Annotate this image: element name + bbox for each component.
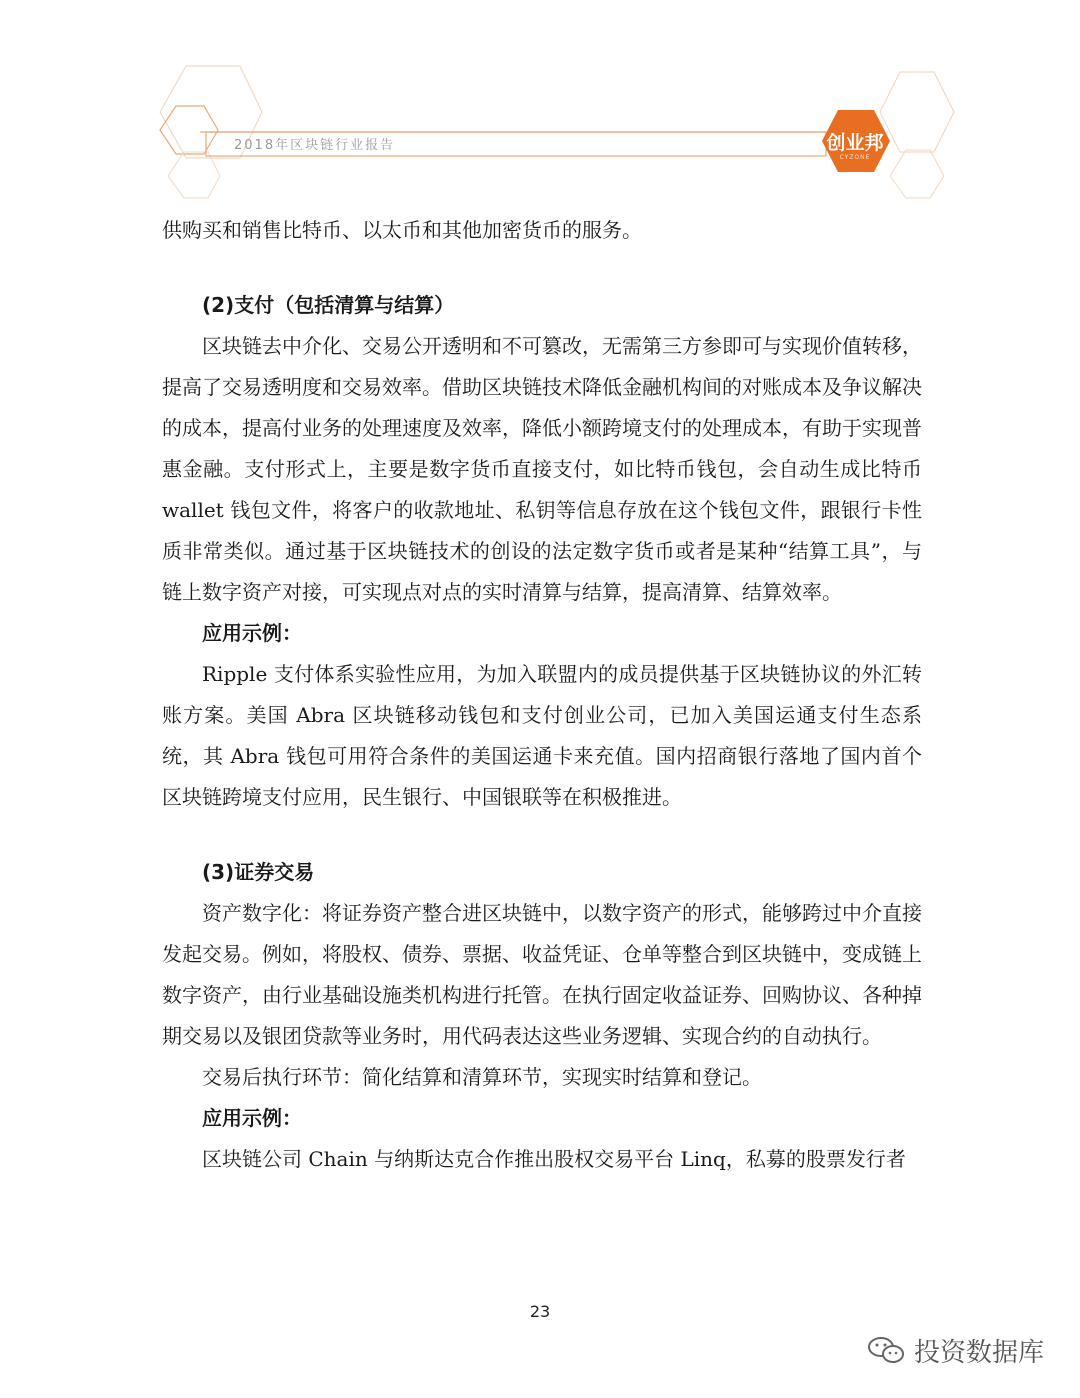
- wechat-icon: [866, 1335, 906, 1365]
- page-content: [162, 210, 922, 1180]
- paragraph-payment: 区块链去中介化、交易公开透明和不可篡改，无需第三方参即可与实现价值转移，提高了交易透明度和交易效率。借助区块链技术降低金融机构间的对账成本及争议解决的成本，提高付业务的处理速度及效率，降低小额跨境支付的处理成本，有助于实现普惠金融。支付形式上，主要是数字货币直接支付，如比特币钱包，会自动生成比特币 wallet 钱包文件，将客户的收款地址、私钥等信息存放在这个钱包文件，跟银行卡性质非常类似。通过基于区块链技术的创设的法定数字货币或者是某种“结算工具”，与链上数字资产对接，可实现点对点的实时清算与结算，提高清算、结算效率。: [162, 334, 922, 604]
- paragraph-payment-examples: Ripple 支付体系实验性应用，为加入联盟内的成员提供基于区块链协议的外汇转账方案。美国 Abra 区块链移动钱包和支付创业公司，已加入美国运通支付生态系统，其 Abra 钱包可用符合条件的美国运通卡来充值。国内招商银行落地了国内首个区块链跨境支付应用，民生银行、中国银联等在积极推进。: [162, 662, 922, 809]
- page-number: 23: [529, 1302, 551, 1321]
- paragraph-continuation: 供购买和销售比特币、以太币和其他加密货币的服务。: [162, 218, 642, 242]
- example-label-payment: 应用示例：: [202, 621, 302, 645]
- header-decoration: [0, 0, 1080, 200]
- logo-text: 创业邦: [826, 132, 884, 154]
- page-header: [0, 0, 1080, 200]
- section-heading-payment: (2)支付（包括清算与结算）: [202, 293, 455, 317]
- logo-subtext: CYZONE: [839, 154, 871, 161]
- report-title: 2018年区块链行业报告: [234, 138, 396, 153]
- paragraph-post-trade: 交易后执行环节：简化结算和清算环节，实现实时结算和登记。: [202, 1065, 762, 1089]
- watermark-text: 投资数据库: [914, 1337, 1045, 1368]
- paragraph-asset-digitization: 资产数字化：将证券资产整合进区块链中，以数字资产的形式，能够跨过中介直接发起交易。例如，将股权、债券、票据、收益凭证、仓单等整合到区块链中，变成链上数字资产，由行业基础设施类机构进行托管。在执行固定收益证券、回购协议、各种掉期交易以及银团贷款等业务时，用代码表达这些业务逻辑、实现合约的自动执行。: [162, 901, 922, 1048]
- section-heading-securities: (3)证券交易: [202, 860, 315, 884]
- watermark: [866, 1333, 1044, 1367]
- paragraph-securities-example: 区块链公司 Chain 与纳斯达克合作推出股权交易平台 Linq，私募的股票发行者: [202, 1147, 906, 1171]
- example-label-securities: 应用示例：: [202, 1106, 302, 1130]
